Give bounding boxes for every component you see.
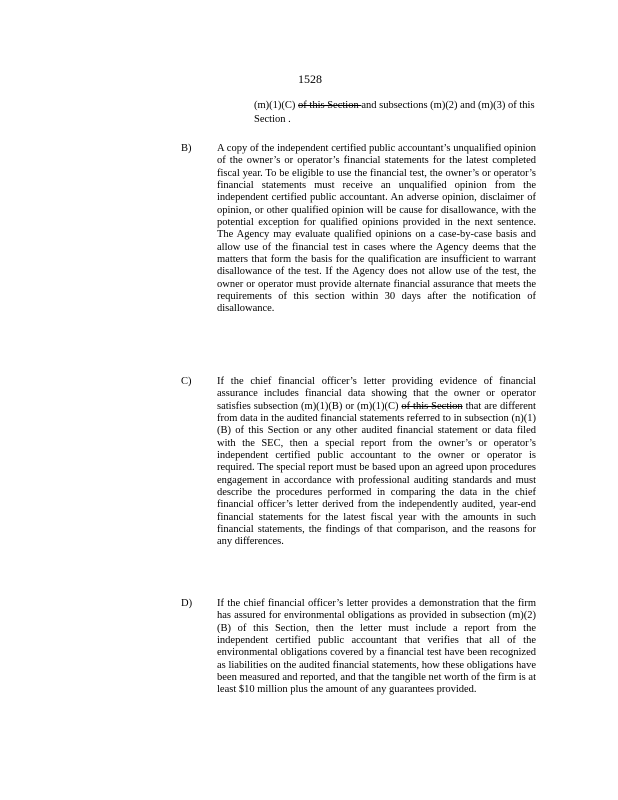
lead-rest: and subsections (m)(2) and (m)(3) of this Section . bbox=[254, 100, 535, 125]
paragraph-b-text: A copy of the independent certified public accountant’s unqualified opinion of the owner’s or operator’s financial statements for the latest completed fiscal year. To be eligible to use the financial test, the owner’s or operator’s financial statements must receive an unqualified opinion from the independent certified public accountant. An adverse opinion, disclaimer of opinion, or other qualified opinion will be cause for disallowance, with the potential exception for qualified opinions provided in the next sentence. The Agency may evaluate qualified opinions on a case-by-case basis and allow use of the financial test in cases where the Agency deems that the matters that form the basis for the qualification are insufficient to warrant disallowance of the test. If the Agency does not allow use of the test, the owner or operator must provide alternate financial assurance that meets the requirements of this section within 30 days after the notification of disallowance. bbox=[217, 143, 536, 315]
paragraph-b-label: B) bbox=[181, 143, 192, 154]
page-number: 1528 bbox=[298, 72, 322, 86]
paragraph-c-text-after: that are different from data in the audited financial statements referred to in subsection (n)(1)(B) of this Section or any other audited financial statement or data filed with the SEC, then a special report from the owner’s or operator’s independent certified public accountant to the owner or operator is required. The special report must be based upon an agreed upon procedures engagement in accordance with professional auditing standards and must describe the procedures performed in comparing the data in the chief financial officer’s letter derived from the independently audited, year-end financial statements for the latest fiscal year with the amounts in such financial statements, the findings of that comparison, and the reasons for any differences. bbox=[217, 400, 536, 548]
lead-prefix: (m)(1)(C) bbox=[254, 100, 299, 111]
paragraph-d-label: D) bbox=[181, 598, 193, 609]
continuation-text bbox=[254, 99, 538, 127]
paragraph-c-text bbox=[217, 376, 536, 549]
paragraph-c-label: C) bbox=[181, 376, 192, 387]
paragraph-c-text-before: If the chief financial officer’s letter providing evidence of financial assurance includes financial data showing that the owner or operator satisfies subsection (m)(1)(B) or (m)(1)(C) bbox=[217, 376, 536, 412]
struck-text: of this Section bbox=[298, 100, 362, 111]
paragraph-c-struck-text: of this Section bbox=[401, 400, 463, 412]
paragraph-d-text: If the chief financial officer’s letter provides a demonstration that the firm has assured for environmental obligations as provided in subsection (m)(2)(B) of this Section, then the letter must include a report from the independent certified public accountant that verifies that all of the environmental obligations covered by a financial test have been recognized as liabilities on the audited financial statements, how these obligations have been measured and reported, and that the tangible net worth of the firm is at least $10 million plus the amount of any guarantees provided. bbox=[217, 598, 536, 696]
